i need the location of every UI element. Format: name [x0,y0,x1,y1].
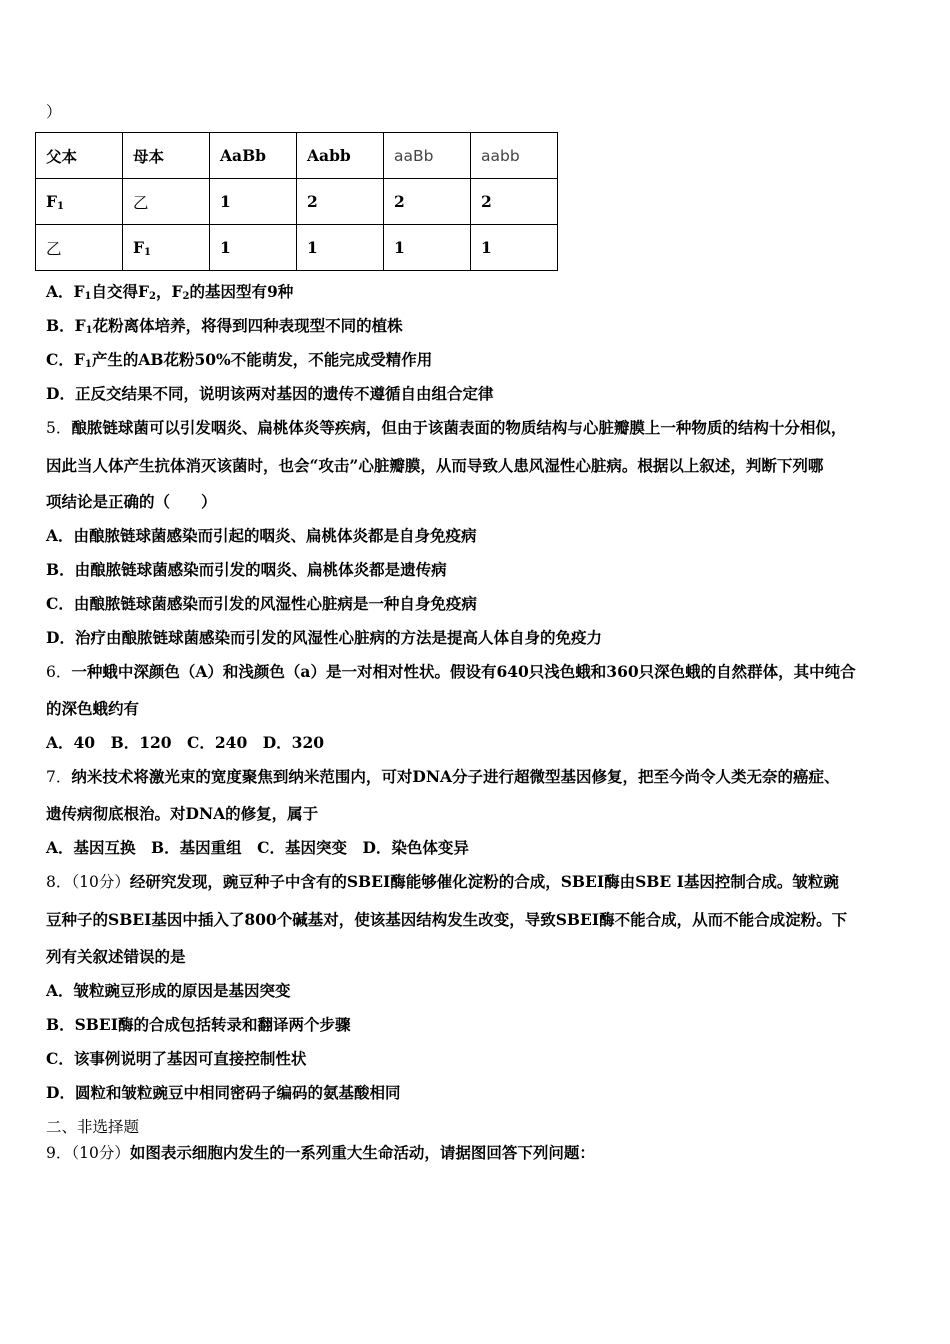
q6-stem-line-2: 的深色蛾约有 [46,699,140,718]
table-cell: 1 [384,225,471,271]
q5-option-c: C．由酿脓链球菌感染而引发的风湿性心脏病是一种自身免疫病 [46,594,477,613]
q5-stem-line-1 [46,416,846,438]
q7-stem-text: 纳米技术将激光束的宽度聚焦到纳米范围内，可对DNA分子进行超微型基因修复，把至今尚令人类无奈的癌症、 [71,767,840,786]
q8-stem-line-1 [46,870,839,892]
section-title: 二、非选择题 [46,1118,140,1136]
q5-option-a: A．由酿脓链球菌感染而引起的咽炎、扁桃体炎都是自身免疫病 [46,526,477,545]
table-cell-sub: $F_1$ [123,225,210,271]
cross-result-table [35,132,558,271]
q4-option-a: A．$F_1$自交得$F_2$，$F_2$的基因型有9种 [46,282,294,302]
q5-stem-line-2: 因此当人体产生抗体消灭该菌时，也会“攻击”心脏瓣膜，从而导致人患风湿性心脏病。根据以上叙述，判断下列哪 [46,456,824,475]
table-cell: 2 [384,179,471,225]
q5-stem-text: 酿脓链球菌可以引发咽炎、扁桃体炎等疾病，但由于该菌表面的物质结构与心脏瓣膜上一种物质的结构十分相似， [71,418,847,437]
q4-option-c: C．$F_1$产生的AB花粉50%不能萌发，不能完成受精作用 [46,350,433,370]
header-cell: AaBb [210,133,297,179]
q4-option-b: B．$F_1$花粉离体培养，将得到四种表现型不同的植株 [46,316,403,336]
q6-number: 6． [46,663,72,681]
table-cell: 1 [297,225,384,271]
q9-number: 9．（10分） [46,1144,130,1162]
q8-option-a: A．皱粒豌豆形成的原因是基因突变 [46,981,291,1000]
table-row [36,225,558,271]
table-cell: 1 [210,225,297,271]
header-cell: aaBb [384,133,471,179]
q8-stem-line-2: 豆种子的SBEI基因中插入了800个碱基对，使该基因结构发生改变，导致SBEI酶不能合成，从而不能合成淀粉。下 [46,910,848,929]
q9-stem-text: 如图表示细胞内发生的一系列重大生命活动，请据图回答下列问题： [129,1143,595,1162]
q8-option-d: D．圆粒和皱粒豌豆中相同密码子编码的氨基酸相同 [46,1083,401,1102]
table-cell: 乙 [36,225,123,271]
table-cell: 乙 [123,179,210,225]
q6-stem-text: 一种蛾中深颜色（A）和浅颜色（a）是一对相对性状。假设有640只浅色蛾和360只深色蛾的自然群体，其中纯合 [71,662,856,681]
q8-stem-text: 经研究发现，豌豆种子中含有的SBEI酶能够催化淀粉的合成，SBEI酶由SBE I基因控制合成。皱粒豌 [129,872,839,891]
table-cell: 1 [471,225,558,271]
table-cell-sub: $F_1$ [36,179,123,225]
q7-number: 7． [46,768,72,786]
q8-stem-line-3: 列有关叙述错误的是 [46,947,186,966]
header-cell: aabb [471,133,558,179]
q9-stem [46,1141,595,1163]
fragment-close-paren: ） [46,103,62,121]
q7-stem-line-2: 遗传病彻底根治。对DNA的修复，属于 [46,804,319,823]
table-row [36,179,558,225]
q5-number: 5． [46,419,72,437]
header-cell: 母本 [123,133,210,179]
table-cell: 2 [471,179,558,225]
q6-stem-line-1 [46,660,856,682]
q7-options: A．基因互换 B．基因重组 C．基因突变 D．染色体变异 [46,838,469,857]
q8-option-b: B．SBEI酶的合成包括转录和翻译两个步骤 [46,1015,351,1034]
q5-option-b: B．由酿脓链球菌感染而引发的咽炎、扁桃体炎都是遗传病 [46,560,447,579]
table-cell: 1 [210,179,297,225]
q5-stem-line-3: 项结论是正确的（ ） [46,492,217,511]
q8-number: 8．（10分） [46,873,130,891]
header-cell: Aabb [297,133,384,179]
q4-option-d: D．正反交结果不同，说明该两对基因的遗传不遵循自由组合定律 [46,384,494,403]
q8-option-c: C．该事例说明了基因可直接控制性状 [46,1049,307,1068]
table-header-row [36,133,558,179]
q7-stem-line-1 [46,765,840,787]
table-cell: 2 [297,179,384,225]
q6-options: A．40 B．120 C．240 D．320 [46,733,325,752]
q5-option-d: D．治疗由酿脓链球菌感染而引发的风湿性心脏病的方法是提高人体自身的免疫力 [46,628,602,647]
header-cell: 父本 [36,133,123,179]
